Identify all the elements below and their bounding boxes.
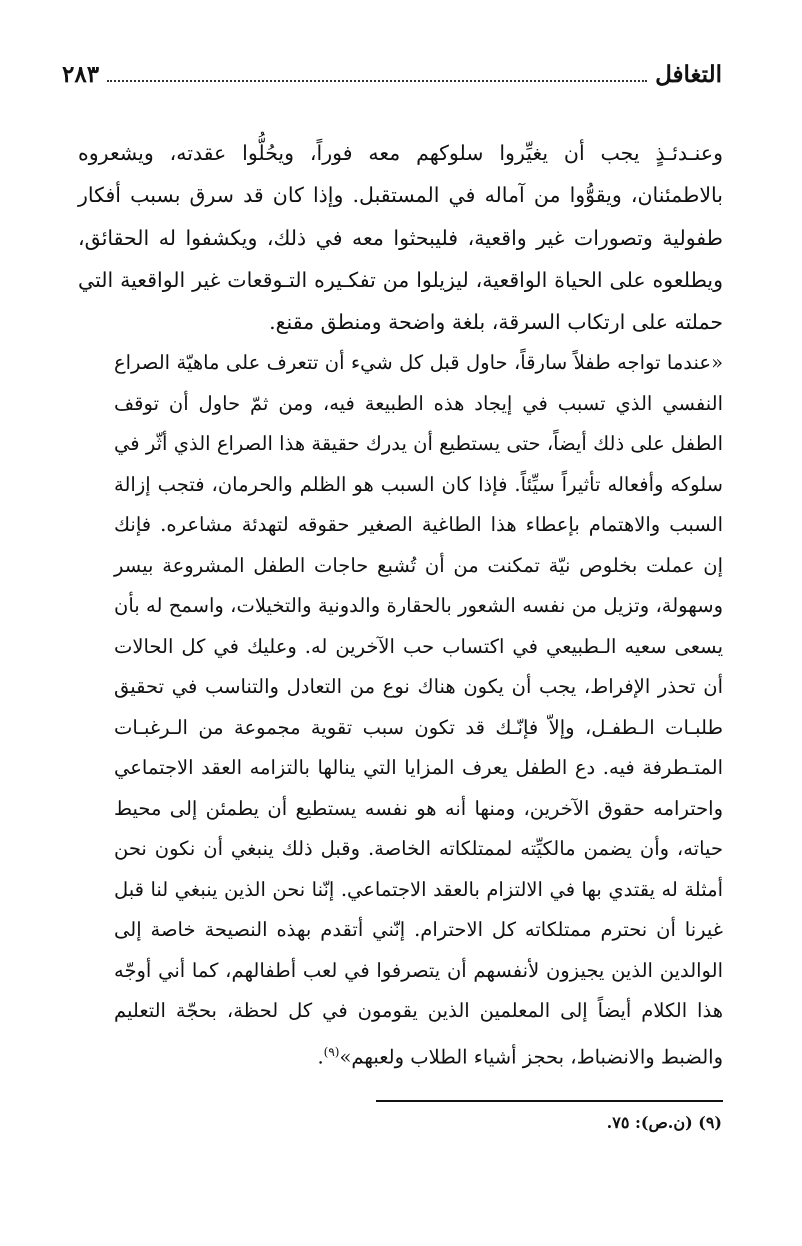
page-header (62, 56, 722, 92)
quoted-paragraph: «عندما تواجه طفلاً سارقاً، حاول قبل كل شيء أن تتعرف على ماهيّة الصراع النفسي الذي تسبب في إيجاد هذه الطبيعة فيه، ومن ثمّ حاول أن توقف الطفل على ذلك أيضاً، حتى يستطيع أن يدرك حقيقة هذا الصراع الذي أثّر في سلوكه وأفعاله تأثيراً سيِّئاً. فإذا كان السبب هو الظلم والحرمان، فتجب إزالة السبب والاهتمام بإعطاء هذا الطاغية الصغير حقوقه لتهدئة مشاعره. فإنك إن عملت بخلوص نيّة تمكنت من أن تُشبع حاجات الطفل المشروعة بيسر وسهولة، وتزيل من نفسه الشعور بالحقارة والدونية والتخيلات، واسمح له بأن يسعى سعيه الـطبيعي في اكتساب حب الآخرين له. وعليك في كل الحالات أن تحذر الإفراط، يجب أن يكون هناك نوع من التعادل والتناسب في تحقيق طلبـات الـطفـل، وإلاّ فإنّـك قد تكون سبب تقوية مجموعة من الـرغبـات المتـطرفة فيه. دع الطفل يعرف المزايا التي ينالها بالتزامه العقد الاجتماعي واحترامه حقوق الآخرين، ومنها أنه هو نفسه يستطيع أن يطمئن إلى محيط حياته، وأن يضمن مالكيِّته لممتلكاته الخاصة. وقبل ذلك ينبغي أن نكون نحن أمثلة له يقتدي بها في الالتزام بالعقد الاجتماعي. إنّنا نحن الذين ينبغي لنا قبل غيرنا أن نحترم ممتلكاته كل الاحترام. إنّني أتقدم بهذه النصيحة خاصة إلى الوالدين الذين يجيزون لأنفسهم أن يتصرفوا في لعب أطفالهم، كما أني أوجّه هذا الكلام أيضاً إلى المعلمين الذين يقومون في كل لحظة، بحجّة التعليم والضبط والانضباط، بحجز أشياء الطلاب ولعبهم»$^{(٩)}$. (114, 351, 723, 1069)
footnote-marker: (٩) (323, 1044, 340, 1059)
body-text (78, 132, 723, 1078)
quote-text: «عندما تواجه طفلاً سارقاً، حاول قبل كل شيء أن تتعرف على ماهيّة الصراع النفسي الذي تسبب في إيجاد هذه الطبيعة فيه، ومن ثمّ حاول أن توقف الطفل على ذلك أيضاً، حتى يستطيع أن يدرك حقيقة هذا الصراع الذي أثّر في سلوكه وأفعاله تأثيراً سيِّئاً. فإذا كان السبب هو الظلم والحرمان، فتجب إزالة السبب والاهتمام بإعطاء هذا الطاغية الصغير حقوقه لتهدئة مشاعره. فإنك إن عملت بخلوص نيّة تمكنت من أن تُشبع حاجات الطفل المشروعة بيسر وسهولة، وتزيل من نفسه الشعور بالحقارة والدونية والتخيلات، واسمح له بأن يسعى سعيه الـطبيعي في اكتساب حب الآخرين له. وعليك في كل الحالات أن تحذر الإفراط، يجب أن يكون هناك نوع من التعادل والتناسب في تحقيق طلبـات الـطفـل، وإلاّ فإنّـك قد تكون سبب تقوية مجموعة من الـرغبـات المتـطرفة فيه. دع الطفل يعرف المزايا التي ينالها بالتزامه العقد الاجتماعي واحترامه حقوق الآخرين، ومنها أنه هو نفسه يستطيع أن يطمئن إلى محيط حياته، وأن يضمن مالكيِّته لممتلكاته الخاصة. وقبل ذلك ينبغي أن نكون نحن أمثلة له يقتدي بها في الالتزام بالعقد الاجتماعي. إنّنا نحن الذين ينبغي لنا قبل غيرنا أن نحترم ممتلكاته كل الاحترام. إنّني أتقدم بهذه النصيحة خاصة إلى الوالدين الذين يجيزون لأنفسهم أن يتصرفوا في لعب أطفالهم، كما أني أوجّه هذا الكلام أيضاً إلى المعلمين الذين يقومون في كل لحظة، بحجّة التعليم والضبط والانضباط، بحجز أشياء الطلاب ولعبهم» (114, 351, 723, 1069)
footnote-divider (376, 1100, 723, 1102)
running-title: التغافل (655, 60, 722, 88)
footnote: (٩) (ن.ص): ٧٥. (606, 1113, 722, 1132)
page-number: ٢٨٣ (62, 60, 100, 88)
intro-paragraph: وعنـدئـذٍ يجب أن يغيِّروا سلوكهم معه فوراً، ويحُلُّوا عقدته، ويشعروه بالاطمئنان، ويقوُّوا من آماله في المستقبل. وإذا كان قد سرق بسبب أفكار طفولية وتصورات غير واقعية، فليبحثوا معه في ذلك، ويكشفوا له الحقائق، ويطلعوه على الحياة الواقعية، ليزيلوا من تفكـيره التـوقعات غير الواقعية التي حملته على ارتكاب السرقة، بلغة واضحة ومنطق مقنع. (78, 141, 723, 335)
leader-dots (107, 66, 647, 82)
